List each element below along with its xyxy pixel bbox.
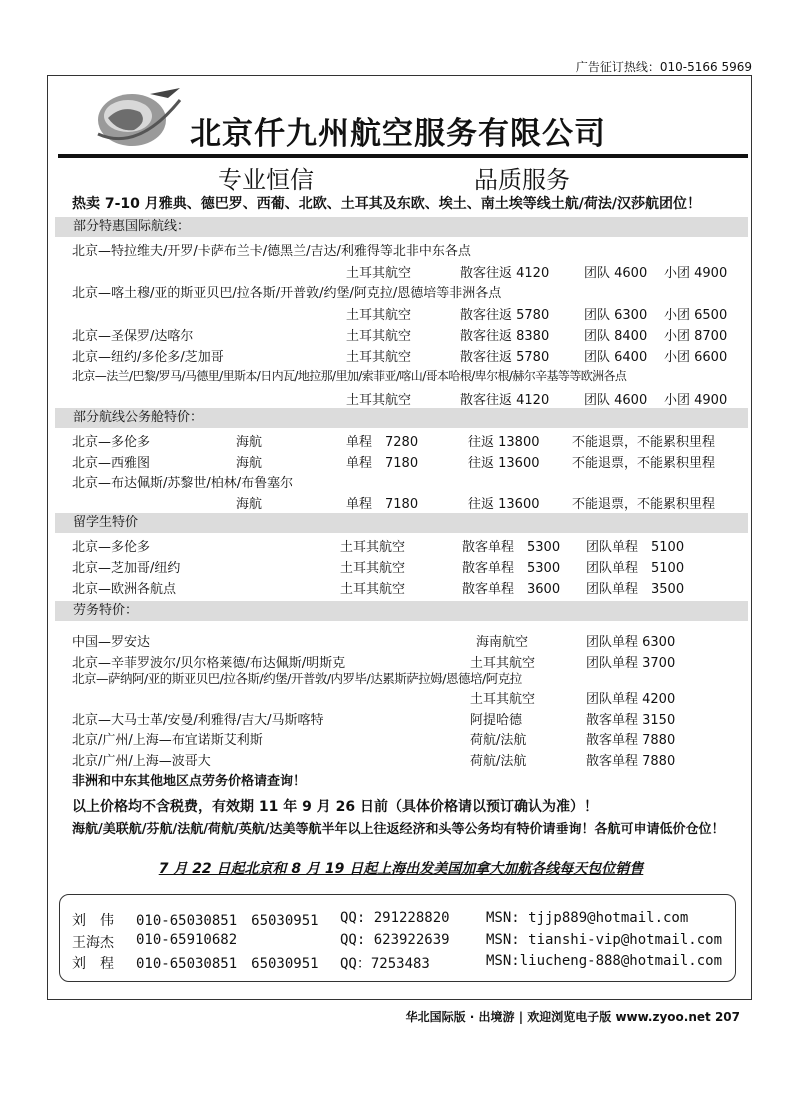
labor-route: 北京—大马士革/安曼/利雅得/吉大/马斯喀特: [72, 713, 324, 728]
labor-fare: 散客单程 3150: [586, 713, 676, 728]
intl-small: 小团 6600: [664, 350, 728, 365]
header-divider: [58, 154, 748, 158]
intl-airline: 土耳其航空: [346, 350, 412, 365]
contact-name: 王海杰: [72, 935, 114, 951]
tax-note: 以上价格均不含税费，有效期 11 年 9 月 26 日前（具体价格请以预订确认为准）！: [72, 799, 598, 815]
intl-airline: 土耳其航空: [346, 308, 412, 323]
intl-route: 北京—特拉维夫/开罗/卡萨布兰卡/德黑兰/吉达/利雅得等北非中东各点: [72, 244, 471, 259]
promo-banner: 7 月 22 日起北京和 8 月 19 日起上海出发美国加拿大加航各线每天包位销售: [158, 861, 644, 877]
intl-group: 团队 4600: [584, 393, 648, 408]
business-airline: 海航: [236, 435, 263, 450]
intl-fare: 散客往返 5780: [460, 308, 550, 323]
contact-phone: 010-65910682: [136, 932, 238, 948]
intl-small: 小团 4900: [664, 393, 728, 408]
student-airline: 土耳其航空: [340, 582, 406, 597]
labor-airline: 荷航/法航: [470, 733, 527, 748]
student-fare: 散客单程 5300: [462, 561, 561, 576]
globe-airplane-logo: [88, 82, 186, 148]
business-roundtrip: 往返 13800: [468, 435, 540, 450]
student-route: 北京—欧洲各航点: [72, 582, 177, 597]
student-fare: 散客单程 3600: [462, 582, 561, 597]
contact-qq: QQ: 291228820: [340, 910, 450, 926]
slogan-2: 品质服务: [474, 166, 570, 194]
student-airline: 土耳其航空: [340, 540, 406, 555]
business-airline: 海航: [236, 456, 263, 471]
contact-qq: QQ: 623922639: [340, 932, 450, 948]
page-footer: 华北国际版 · 出境游 | 欢迎浏览电子版 www.zyoo.net 207: [405, 1010, 740, 1024]
intl-route: 北京—圣保罗/达喀尔: [72, 329, 194, 344]
labor-fare: 散客单程 7880: [586, 754, 676, 769]
intl-route: 北京—喀土穆/亚的斯亚贝巴/拉各斯/开普敦/约堡/阿克拉/恩德培等非洲各点: [72, 286, 502, 301]
section-intl-title: 部分特惠国际航线：: [55, 217, 748, 237]
intl-small: 小团 8700: [664, 329, 728, 344]
hotline: 广告征订热线：010-5166 5969: [575, 60, 752, 74]
contact-msn: MSN: tjjp889@hotmail.com: [486, 910, 689, 926]
student-airline: 土耳其航空: [340, 561, 406, 576]
labor-footnote: 非洲和中东其他地区点劳务价格请查询！: [72, 774, 307, 789]
labor-route: 北京/广州/上海—波哥大: [72, 754, 211, 769]
student-route: 北京—多伦多: [72, 540, 151, 555]
contact-msn: MSN:liucheng-888@hotmail.com: [486, 953, 723, 969]
labor-fare: 团队单程 4200: [586, 692, 676, 707]
contact-name: 刘 伟: [72, 913, 114, 929]
business-airline: 海航: [236, 497, 263, 512]
business-roundtrip: 往返 13600: [468, 456, 540, 471]
business-oneway: 单程 7180: [346, 497, 419, 512]
intl-fare: 散客往返 5780: [460, 350, 550, 365]
business-route: 北京—布达佩斯/苏黎世/柏林/布鲁塞尔: [72, 476, 294, 491]
business-note: 不能退票，不能累积里程: [572, 435, 716, 450]
student-group: 团队单程 5100: [586, 561, 685, 576]
promo-note: 海航/美联航/芬航/法航/荷航/英航/达美等航半年以上往返经济和头等公务均有特价请垂询！各航可申请低价仓位！: [72, 822, 725, 837]
business-route: 北京—西雅图: [72, 456, 151, 471]
business-oneway: 单程 7180: [346, 456, 419, 471]
intl-route: 北京—法兰/巴黎/罗马/马德里/里斯本/日内瓦/地拉那/里加/索菲亚/喀山/哥本哈根/卑尔根/赫尔辛基等等欧洲各点: [72, 369, 627, 383]
intl-fare: 散客往返 4120: [460, 393, 550, 408]
hot-sale-line: 热卖 7-10 月雅典、德巴罗、西葡、北欧、土耳其及东欧、埃土、南土埃等线土航/荷法/汉莎航团位！: [72, 196, 702, 212]
student-fare: 散客单程 5300: [462, 540, 561, 555]
intl-group: 团队 8400: [584, 329, 648, 344]
intl-group: 团队 6400: [584, 350, 648, 365]
labor-route: 中国—罗安达: [72, 635, 151, 650]
labor-airline: 土耳其航空: [470, 692, 536, 707]
labor-route: 北京—萨纳阿/亚的斯亚贝巴/拉各斯/约堡/开普敦/内罗毕/达累斯萨拉姆/恩德培/阿克拉: [72, 671, 522, 686]
intl-small: 小团 4900: [664, 266, 728, 281]
company-name: 北京仟九州航空服务有限公司: [190, 116, 606, 152]
intl-fare: 散客往返 4120: [460, 266, 550, 281]
intl-airline: 土耳其航空: [346, 266, 412, 281]
section-business-title: 部分航线公务舱特价：: [55, 408, 748, 428]
labor-route: 北京—辛菲罗波尔/贝尔格莱德/布达佩斯/明斯克: [72, 656, 346, 671]
contact-name: 刘 程: [72, 956, 114, 972]
labor-fare: 散客单程 7880: [586, 733, 676, 748]
intl-airline: 土耳其航空: [346, 393, 412, 408]
business-note: 不能退票，不能累积里程: [572, 497, 716, 512]
section-student-title: 留学生特价: [55, 513, 748, 533]
business-oneway: 单程 7280: [346, 435, 419, 450]
intl-small: 小团 6500: [664, 308, 728, 323]
labor-airline: 海南航空: [476, 635, 529, 650]
business-note: 不能退票，不能累积里程: [572, 456, 716, 471]
business-route: 北京—多伦多: [72, 435, 151, 450]
slogan-1: 专业恒信: [218, 166, 314, 194]
labor-route: 北京/广州/上海—布宜诺斯艾利斯: [72, 733, 263, 748]
intl-airline: 土耳其航空: [346, 329, 412, 344]
contact-msn: MSN: tianshi-vip@hotmail.com: [486, 932, 723, 948]
labor-fare: 团队单程 3700: [586, 656, 676, 671]
contact-phone: 010-65030851 65030951: [136, 956, 319, 972]
labor-airline: 阿提哈德: [470, 713, 523, 728]
contact-qq: QQ：7253483: [340, 956, 430, 972]
business-roundtrip: 往返 13600: [468, 497, 540, 512]
labor-fare: 团队单程 6300: [586, 635, 676, 650]
section-labor-title: 劳务特价：: [55, 601, 748, 621]
student-group: 团队单程 5100: [586, 540, 685, 555]
labor-airline: 土耳其航空: [470, 656, 536, 671]
intl-fare: 散客往返 8380: [460, 329, 550, 344]
intl-group: 团队 4600: [584, 266, 648, 281]
student-route: 北京—芝加哥/纽约: [72, 561, 181, 576]
student-group: 团队单程 3500: [586, 582, 685, 597]
intl-route: 北京—纽约/多伦多/芝加哥: [72, 350, 224, 365]
intl-group: 团队 6300: [584, 308, 648, 323]
contact-phone: 010-65030851 65030951: [136, 913, 319, 929]
labor-airline: 荷航/法航: [470, 754, 527, 769]
